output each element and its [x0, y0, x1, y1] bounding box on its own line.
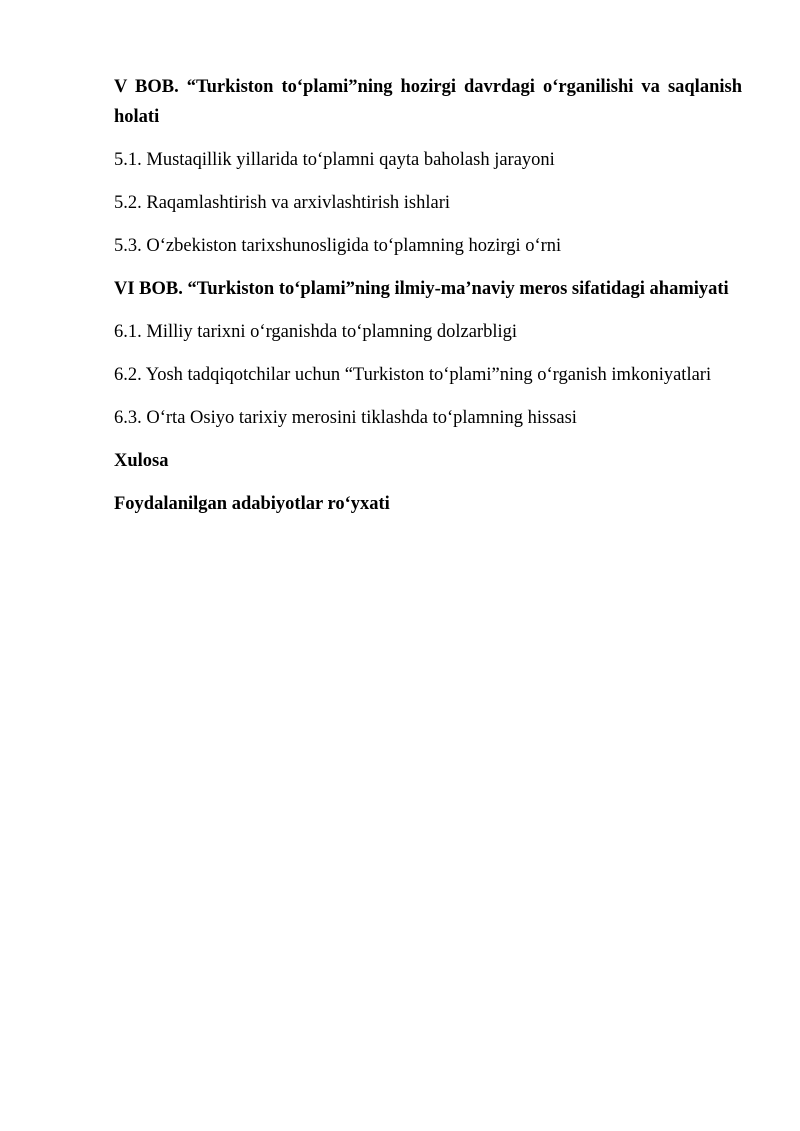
section-6-2: 6.2. Yosh tadqiqotchilar uchun “Turkiston to‘plami”ning o‘rganish imkoniyatlari [114, 365, 712, 385]
section-6-3: 6.3. O‘rta Osiyo tarixiy merosini tiklashda to‘plamning hissasi [114, 408, 577, 428]
section-5-2: 5.2. Raqamlashtirish va arxivlashtirish ishlari [114, 193, 451, 213]
table-of-contents [114, 72, 742, 519]
section-5-3: 5.3. O‘zbekiston tarixshunosligida to‘plamning hozirgi o‘rni [114, 236, 562, 256]
chapter-6-heading: VI BOB. “Turkiston to‘plami”ning ilmiy-ma’naviy meros sifatidagi ahamiyati [114, 279, 729, 299]
references-heading: Foydalanilgan adabiyotlar ro‘yxati [114, 494, 390, 514]
chapter-5-heading: V BOB. “Turkiston to‘plami”ning hozirgi davrdagi o‘rganilishi va saqlanish holati [114, 77, 742, 127]
section-5-1: 5.1. Mustaqillik yillarida to‘plamni qayta baholash jarayoni [114, 150, 555, 170]
section-6-1: 6.1. Milliy tarixni o‘rganishda to‘plamning dolzarbligi [114, 322, 517, 342]
conclusion-heading: Xulosa [114, 451, 169, 471]
